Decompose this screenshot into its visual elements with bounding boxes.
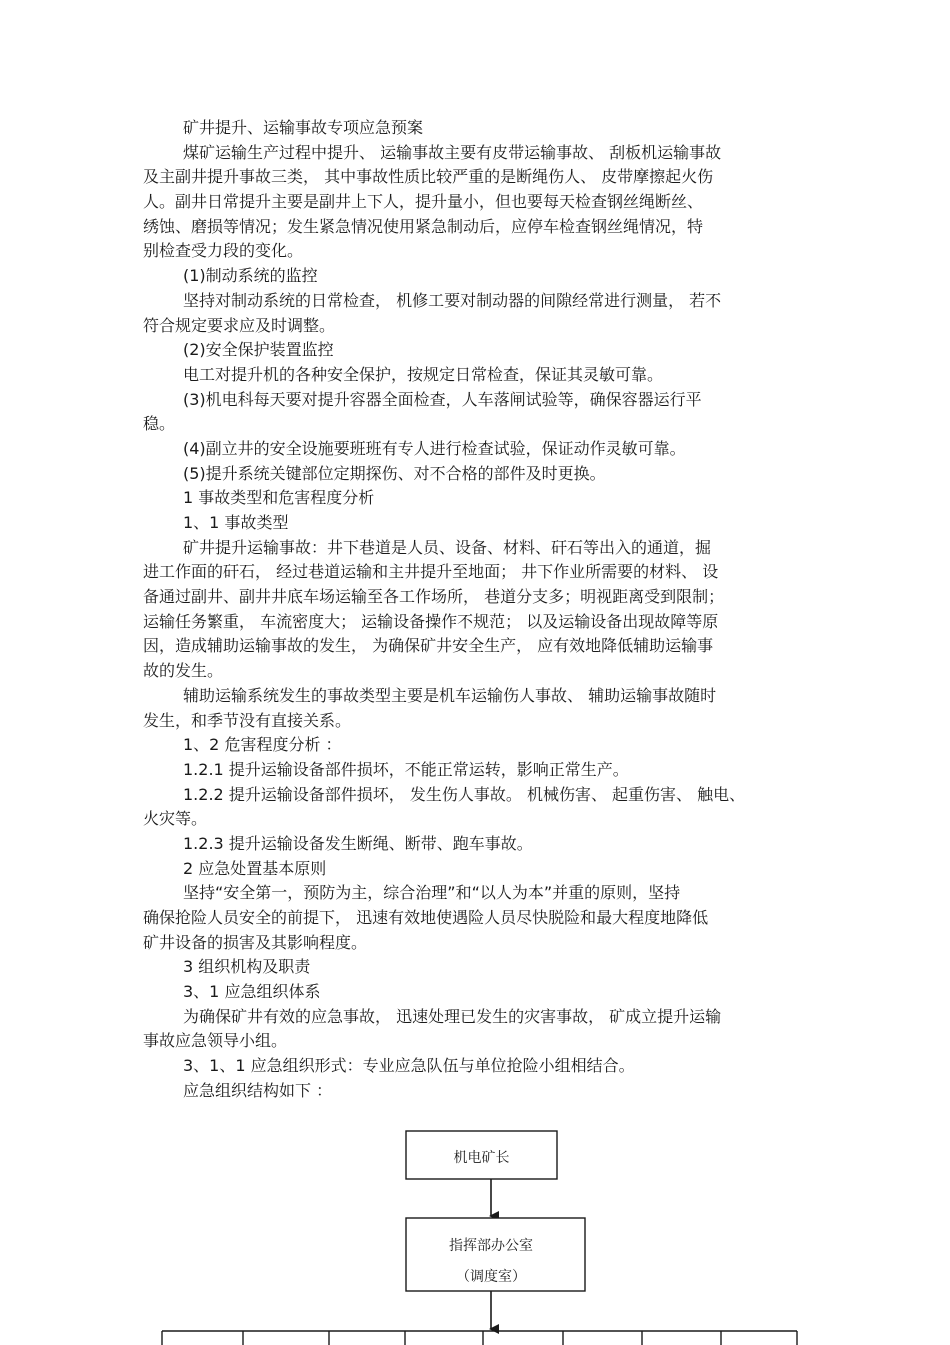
text-line: 煤矿运输生产过程中提升、 运输事故主要有皮带运输事故、 刮板机运输事故 (183, 142, 722, 162)
text-line: 火灾等。 (143, 809, 208, 829)
text-line: 因，造成辅助运输事故的发生， 为确保矿井安全生产， 应有效地降低辅助运输事 (143, 636, 714, 656)
text-line: 1.2.1 提升运输设备部件损坏，不能正常运转，影响正常生产。 (183, 759, 629, 779)
text-line: (4)副立井的安全设施要班班有专人进行检查试验，保证动作灵敏可靠。 (183, 438, 686, 458)
text-line: 备通过副井、副井井底车场运输至各工作场所， 巷道分支多；明视距离受到限制； (143, 587, 725, 607)
text-line: 1、1 事故类型 (183, 513, 289, 532)
text-line: (3)机电科每天要对提升容器全面检查，人车落闸试验等，确保容器运行平 (183, 389, 702, 409)
text-line: (2)安全保护装置监控 (183, 340, 334, 360)
text-line: 别检查受力段的变化。 (143, 241, 304, 261)
text-line: 故的发生。 (143, 661, 224, 681)
text-line: 2 应急处置基本原则 (183, 858, 327, 878)
paragraph-lines (143, 141, 808, 1104)
text-line: 应急组织结构如下 ： (183, 1080, 333, 1100)
text-line: 3、1 应急组织体系 (183, 982, 321, 1002)
text-line: (5)提升系统关键部位定期探伤、对不合格的部件及时更换。 (183, 463, 606, 483)
text-line: 电工对提升机的各种安全保护，按规定日常检查，保证其灵敏可靠。 (183, 364, 664, 384)
org-chart (0, 1120, 950, 1345)
text-line: 辅助运输系统发生的事故类型主要是机车运输伤人事故、 辅助运输事故随时 (183, 685, 717, 705)
text-line: (1)制动系统的监控 (183, 266, 318, 286)
text-line: 坚持“安全第一，预防为主，综合治理”和“以人为本”并重的原则，坚持 (183, 883, 681, 903)
text-line: 人。副井日常提升主要是副井上下人，提升量小，但也要每天检查钢丝绳断丝、 (143, 192, 704, 212)
text-line: 为确保矿井有效的应急事故， 迅速处理已发生的灾害事故， 矿成立提升运输 (183, 1006, 722, 1026)
document-body (143, 116, 808, 1104)
text-line: 1 事故类型和危害程度分析 (183, 488, 375, 508)
text-line: 3、1、1 应急组织形式：专业应急队伍与单位抢险小组相结合。 (183, 1056, 635, 1076)
org-box-command-office-label: 指挥部办公室 (449, 1238, 533, 1254)
text-line: 矿井提升运输事故：井下巷道是人员、设备、材料、矸石等出入的通道，掘 (183, 537, 712, 557)
text-line: 1.2.3 提升运输设备发生断绳、断带、跑车事故。 (183, 833, 533, 853)
text-line: 稳。 (143, 414, 176, 434)
text-line: 坚持对制动系统的日常检查， 机修工要对制动器的间隙经常进行测量， 若不 (183, 290, 722, 310)
text-line: 绣蚀、磨损等情况；发生紧急情况使用紧急制动后，应停车检查钢丝绳情况，特 (143, 216, 704, 236)
document-title: 矿井提升、运输事故专项应急预案 (183, 118, 424, 137)
text-line: 1.2.2 提升运输设备部件损坏， 发生伤人事故。 机械伤害、 起重伤害、 触电、 (183, 784, 746, 804)
text-line: 运输任务繁重， 车流密度大； 运输设备操作不规范； 以及运输设备出现故障等原 (143, 611, 719, 631)
text-line: 发生，和季节没有直接关系。 (143, 710, 352, 730)
text-line: 事故应急领导小组。 (143, 1031, 288, 1051)
org-box-mine-chief-label: 机电矿长 (453, 1150, 510, 1166)
text-line: 符合规定要求应及时调整。 (143, 315, 336, 335)
text-line: 1、2 危害程度分析 ： (183, 735, 342, 755)
text-line: 确保抢险人员安全的前提下， 迅速有效地使遇险人员尽快脱险和最大程度地降低 (143, 908, 709, 927)
text-line: 及主副井提升事故三类， 其中事故性质比较严重的是断绳伤人、 皮带摩擦起火伤 (143, 167, 714, 187)
text-line: 3 组织机构及职责 (183, 957, 311, 977)
text-line: 矿井设备的损害及其影响程度。 (143, 932, 368, 952)
org-box-command-office-sublabel: （调度室） (456, 1269, 526, 1285)
text-line: 进工作面的矸石， 经过巷道运输和主井提升至地面； 井下作业所需要的材料、 设 (143, 562, 719, 582)
